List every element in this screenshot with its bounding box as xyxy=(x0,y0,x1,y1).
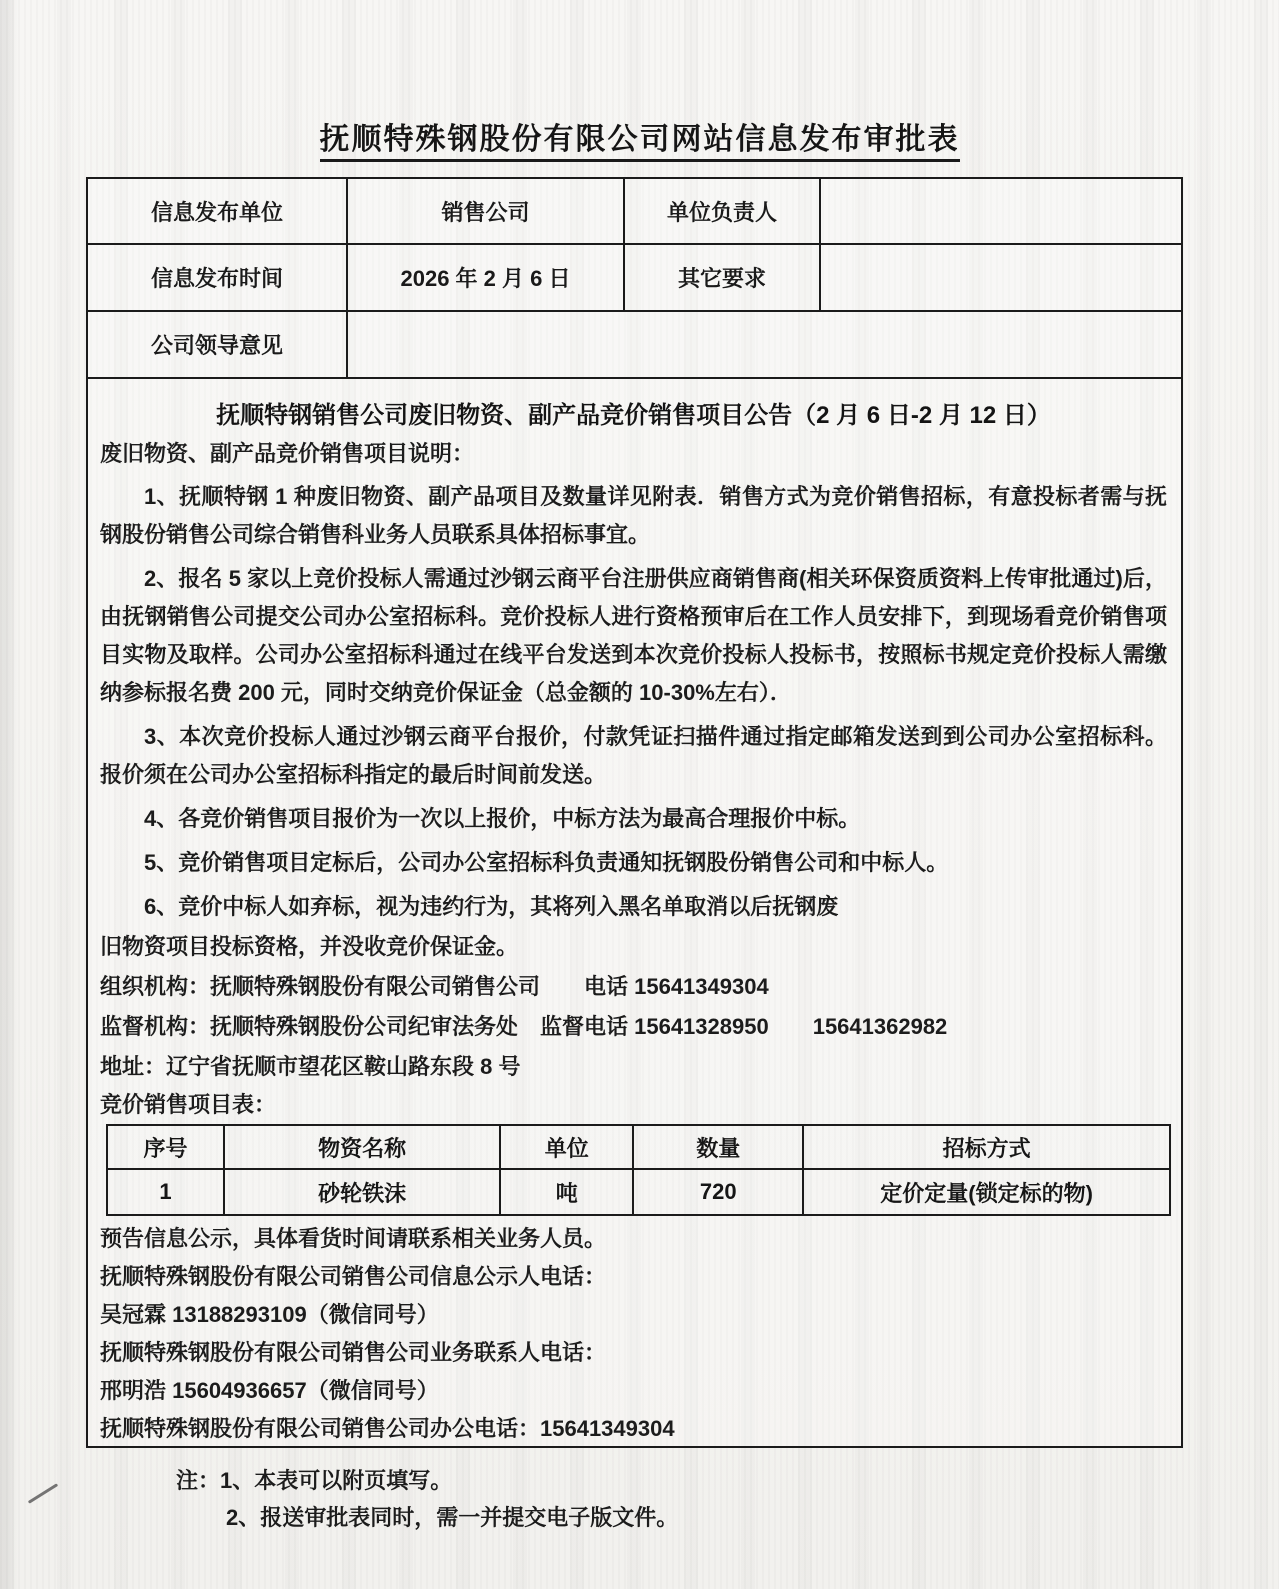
label-other-requirements: 其它要求 xyxy=(625,245,821,310)
table-row xyxy=(88,179,1181,245)
announcement-paragraph-3: 3、本次竞价投标人通过沙钢云商平台报价，付款凭证扫描件通过指定邮箱发送到到公司办公室招标科。报价须在公司办公室招标科指定的最后时间前发送。 xyxy=(100,724,1167,787)
announcement-paragraph-1: 1、抚顺特钢 1 种废旧物资、副产品项目及数量详见附表．销售方式为竞价销售招标，有意投标者需与抚钢股份销售公司综合销售科业务人员联系具体招标事宜。 xyxy=(100,484,1167,547)
business-contact-label: 抚顺特殊钢股份有限公司销售公司业务联系人电话： xyxy=(100,1340,607,1365)
publicity-contact-phone: 吴冠霖 13188293109（微信同号） xyxy=(100,1302,439,1327)
cell-quantity: 720 xyxy=(633,1169,803,1215)
office-phone-line: 抚顺特殊钢股份有限公司销售公司办公电话：15641349304 xyxy=(100,1416,675,1441)
supervision-line: 监督机构：抚顺特殊钢股份公司纪审法务处 监督电话 15641328950 15641362982 xyxy=(100,1014,948,1039)
note-1: 注：1、本表可以附页填写。 xyxy=(176,1468,453,1493)
note-2: 2、报送审批表同时，需一并提交电子版文件。 xyxy=(226,1505,679,1530)
footer-notes xyxy=(86,1462,1086,1536)
page-title-text: 抚顺特殊钢股份有限公司网站信息发布审批表 xyxy=(320,123,960,162)
organizer-line: 组织机构：抚顺特殊钢股份有限公司销售公司 电话 15641349304 xyxy=(100,974,769,999)
cell-bidding-method: 定价定量(锁定标的物) xyxy=(803,1169,1170,1215)
header-material-name: 物资名称 xyxy=(224,1125,500,1169)
value-publish-unit: 销售公司 xyxy=(348,179,625,243)
paragraph-6-continuation: 旧物资项目投标资格，并没收竞价保证金。 xyxy=(100,934,519,959)
preview-notice-line: 预告信息公示，具体看货时间请联系相关业务人员。 xyxy=(100,1226,607,1251)
announcement-paragraph-6: 6、竞价中标人如弃标，视为违约行为，其将列入黑名单取消以后抚钢废 xyxy=(144,894,839,919)
bidding-items-table xyxy=(106,1124,1171,1216)
value-leader-opinion xyxy=(348,312,1181,377)
label-publish-unit: 信息发布单位 xyxy=(88,179,348,243)
cell-unit: 吨 xyxy=(500,1169,633,1215)
announcement-paragraph-2: 2、报名 5 家以上竞价投标人需通过沙钢云商平台注册供应商销售商(相关环保资质资料上传审批通过)后，由抚钢销售公司提交公司办公室招标科。竞价投标人进行资格预审后在工作人员安排下，到现场看竞价销售项目实物及取样。公司办公室招标科通过在线平台发送到本次竞价投标人投标书，按照标书规定竞价投标人需缴纳参标报名费 200 元，同时交纳竞价保证金（总金额的 10-30%左右）． xyxy=(100,566,1167,705)
value-publish-time: 2026 年 2 月 6 日 xyxy=(348,245,625,310)
announcement-paragraph-4: 4、各竞价销售项目报价为一次以上报价，中标方法为最高合理报价中标。 xyxy=(144,806,861,831)
items-table-caption: 竞价销售项目表： xyxy=(100,1092,277,1117)
value-other-requirements xyxy=(821,245,1181,310)
announcement-intro: 废旧物资、副产品竞价销售项目说明： xyxy=(100,441,475,466)
announcement-paragraph-5: 5、竞价销售项目定标后，公司办公室招标科负责通知抚钢股份销售公司和中标人。 xyxy=(144,850,949,875)
announcement-heading: 抚顺特钢销售公司废旧物资、副产品竞价销售项目公告（2 月 6 日-2 月 12 日） xyxy=(216,402,1051,429)
table-row xyxy=(88,245,1181,312)
items-table-row xyxy=(107,1169,1170,1215)
header-serial-no: 序号 xyxy=(107,1125,224,1169)
announcement-content xyxy=(88,379,1181,1446)
cell-material-name: 砂轮铁沫 xyxy=(224,1169,500,1215)
business-contact-phone: 邢明浩 15604936657（微信同号） xyxy=(100,1378,439,1403)
address-line: 地址：辽宁省抚顺市望花区鞍山路东段 8 号 xyxy=(100,1054,521,1079)
header-unit: 单位 xyxy=(500,1125,633,1169)
table-row xyxy=(88,312,1181,379)
label-leader-opinion: 公司领导意见 xyxy=(88,312,348,377)
label-publish-time: 信息发布时间 xyxy=(88,245,348,310)
cell-serial-no: 1 xyxy=(107,1169,224,1215)
page-title xyxy=(0,114,1279,158)
handwritten-tick-mark xyxy=(28,1483,58,1504)
publicity-contact-label: 抚顺特殊钢股份有限公司销售公司信息公示人电话： xyxy=(100,1264,607,1289)
label-unit-leader: 单位负责人 xyxy=(625,179,821,243)
approval-form-table xyxy=(86,177,1183,1448)
header-bidding-method: 招标方式 xyxy=(803,1125,1170,1169)
header-quantity: 数量 xyxy=(633,1125,803,1169)
value-unit-leader xyxy=(821,179,1181,243)
items-table-header-row xyxy=(107,1125,1170,1169)
